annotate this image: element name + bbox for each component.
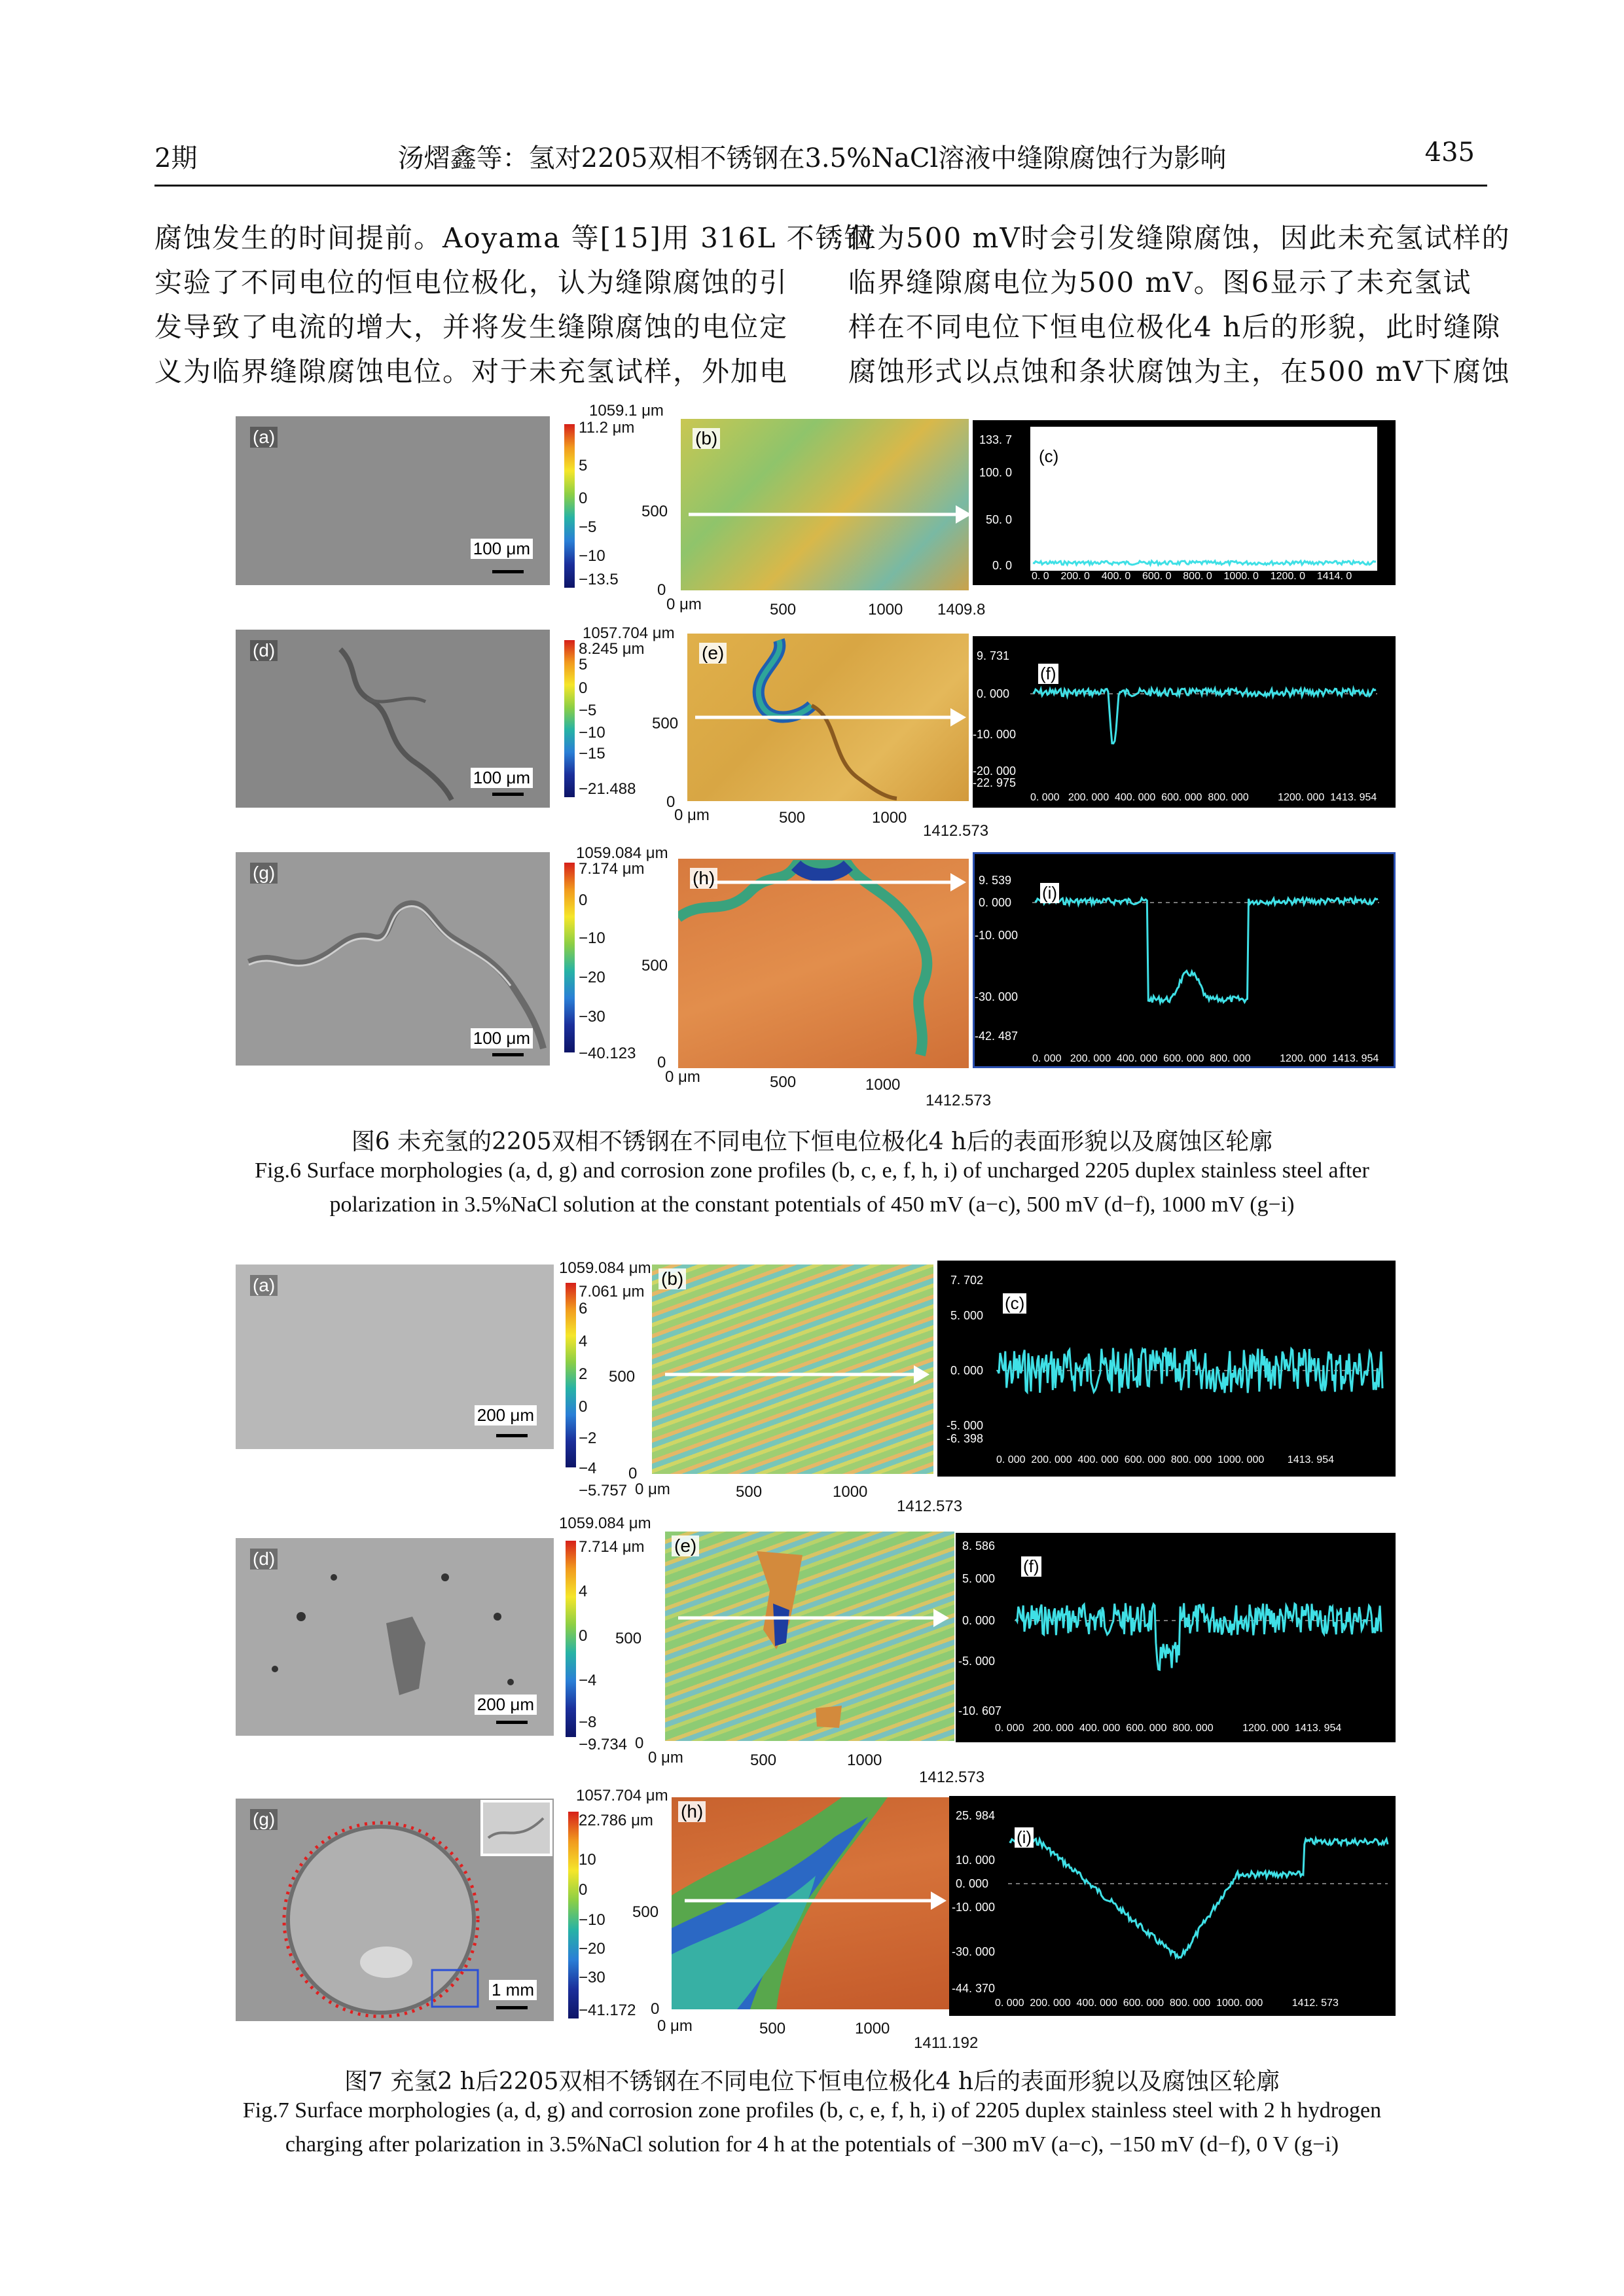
- colorbar-tick: 7.061 μm: [579, 1283, 645, 1300]
- plot-y-tick: -5. 000: [958, 1655, 996, 1668]
- plot-y-tick: 0. 000: [962, 1614, 996, 1627]
- colorbar-tick: −20: [579, 1940, 605, 1958]
- plot-y-tick: 5. 000: [950, 1309, 984, 1322]
- header-rule: [154, 185, 1487, 187]
- plot-x-ticks: 0. 000 200. 000 400. 000 600. 000 800. 000 1200. 000 1413. 954: [1032, 1053, 1379, 1064]
- plot-y-tick: 0. 000: [956, 1877, 989, 1890]
- scale-bar: [496, 2006, 528, 2009]
- plot-y-tick: 8. 586: [962, 1539, 996, 1552]
- panel-label: (g): [250, 1809, 278, 1830]
- map-y-tick: 500: [641, 957, 668, 975]
- figure-6-caption-zh: 图6 未充氢的2205双相不锈钢在不同电位下恒电位极化4 h后的表面形貌以及腐蚀区轮廓: [351, 1128, 1273, 1155]
- scale-bar-label: 200 μm: [475, 1405, 537, 1426]
- sem-image-d: [236, 1538, 554, 1736]
- colorbar-tick: −5: [579, 702, 597, 719]
- plot-y-tick: -10. 000: [973, 728, 1017, 741]
- scale-bar-label: 100 μm: [471, 539, 533, 559]
- scale-bar: [496, 1721, 528, 1724]
- height-map-e: [687, 634, 969, 801]
- map-x-tick: 500: [779, 809, 806, 827]
- colorbar-tick: −4: [579, 1672, 597, 1689]
- map-x-tick: 500: [770, 1073, 797, 1091]
- map-x-tick: 500: [759, 2020, 786, 2037]
- map-x-tick: 500: [750, 1751, 777, 1769]
- map-y-tick: 0: [628, 1465, 638, 1482]
- map-y-max: 1059.084 μm: [559, 1515, 651, 1532]
- map-x-tick: 1412.573: [919, 1768, 985, 1786]
- header-page-number: 435: [1424, 137, 1475, 168]
- plot-y-tick: 0. 000: [979, 896, 1012, 909]
- panel-label: (h): [678, 1801, 706, 1822]
- plot-x-ticks: 0. 0 200. 0 400. 0 600. 0 800. 0 1000. 0 1200. 0 1414. 0: [1032, 571, 1352, 582]
- scale-bar-label: 100 μm: [471, 768, 533, 788]
- body-line: 义为临界缝隙腐蚀电位。对于未充氢试样，外加电: [154, 355, 789, 387]
- profile-plot-i: [973, 852, 1396, 1068]
- height-map-b: [652, 1265, 933, 1474]
- panel-label: (b): [693, 428, 720, 449]
- colorbar-tick: 5: [579, 656, 588, 673]
- colorbar: [568, 1812, 579, 2018]
- body-line: 发导致了电流的增大，并将发生缝隙腐蚀的电位定: [154, 311, 789, 343]
- map-x-tick: 0 μm: [665, 1068, 700, 1086]
- plot-y-tick: 10. 000: [956, 1854, 996, 1867]
- map-y-tick: 500: [652, 715, 679, 732]
- map-x-tick: 1000: [868, 601, 903, 619]
- plot-y-tick: -30. 000: [975, 990, 1019, 1003]
- colorbar-tick: 0: [579, 1398, 588, 1416]
- map-y-max: 1057.704 μm: [576, 1787, 668, 1804]
- plot-y-tick: 7. 702: [950, 1274, 984, 1287]
- body-line: 腐蚀形式以点蚀和条状腐蚀为主，在500 mV下腐蚀: [848, 355, 1511, 387]
- plot-y-tick: -10. 000: [975, 929, 1019, 942]
- colorbar-tick: 7.174 μm: [579, 860, 645, 878]
- colorbar-tick: 11.2 μm: [579, 419, 635, 437]
- map-x-tick: 1000: [865, 1076, 901, 1094]
- colorbar-tick: 10: [579, 1851, 596, 1869]
- sem-image-g: [236, 1799, 554, 2021]
- sem-image-g: [236, 852, 550, 1066]
- height-map-h: [672, 1797, 953, 2009]
- plot-y-tick: 9. 539: [979, 874, 1012, 887]
- body-line: 位为500 mV时会引发缝隙腐蚀，因此未充氢试样的: [848, 222, 1511, 254]
- colorbar-tick: −9.734: [579, 1736, 628, 1753]
- colorbar-tick: 0: [579, 891, 588, 909]
- profile-plot-i: [949, 1796, 1396, 2016]
- panel-label: (e): [699, 643, 727, 664]
- panel-label: (c): [1037, 446, 1060, 467]
- colorbar-tick: 0: [579, 1881, 588, 1899]
- plot-y-tick: 5. 000: [962, 1572, 996, 1585]
- map-x-tick: 1000: [833, 1483, 868, 1501]
- colorbar: [564, 424, 575, 588]
- colorbar-tick: 0: [579, 490, 588, 507]
- plot-y-tick: -5. 000: [947, 1419, 984, 1432]
- plot-y-tick: 133. 7: [979, 433, 1013, 446]
- plot-y-tick: -10. 000: [952, 1901, 996, 1914]
- map-y-tick: 500: [632, 1903, 659, 1921]
- figure-7-caption-en-1: Fig.7 Surface morphologies (a, d, g) and corrosion zone profiles (b, c, e, f, h, i) of 2205 duplex stainless steel with 2 h hydrogen: [242, 2098, 1382, 2123]
- height-map-h: [678, 859, 969, 1068]
- map-x-tick: 0 μm: [666, 596, 702, 613]
- colorbar-tick: −5: [579, 518, 597, 536]
- body-right-column: [848, 216, 1511, 394]
- panel-label: (f): [1038, 664, 1058, 684]
- map-x-tick: 1412.573: [897, 1498, 963, 1515]
- panel-label: (c): [1003, 1293, 1026, 1314]
- map-y-max: 1059.084 μm: [576, 844, 668, 862]
- colorbar: [566, 1283, 576, 1467]
- map-y-max: 1057.704 μm: [583, 624, 675, 642]
- colorbar-tick: −2: [579, 1429, 597, 1447]
- colorbar-tick: 0: [579, 1627, 588, 1645]
- map-y-tick: 0: [657, 581, 666, 599]
- panel-label: (e): [672, 1535, 699, 1556]
- body-line: 腐蚀发生的时间提前。Aoyama 等[15]用 316L 不锈钢: [154, 222, 873, 254]
- panel-label: (i): [1015, 1827, 1034, 1848]
- plot-y-tick: 0. 000: [977, 687, 1010, 700]
- scale-bar-label: 1 mm: [489, 1980, 537, 2000]
- height-map-b: [681, 419, 969, 590]
- map-x-tick: 0 μm: [648, 1749, 683, 1767]
- plot-y-tick: -20. 000: [973, 764, 1017, 778]
- map-x-tick: 1411.192: [914, 2034, 979, 2052]
- scale-bar-label: 200 μm: [475, 1695, 537, 1715]
- colorbar: [566, 1541, 576, 1737]
- figure-6-caption-en-2: polarization in 3.5%NaCl solution at the constant potentials of 450 mV (a−c), 500 mV (d−f), 1000 mV (g−i): [329, 1193, 1295, 1217]
- profile-plot-f: [973, 636, 1396, 808]
- colorbar-tick: 7.714 μm: [579, 1538, 645, 1556]
- panel-label: (i): [1040, 883, 1059, 903]
- panel-label: (d): [250, 1549, 278, 1570]
- colorbar-tick: 6: [579, 1300, 588, 1318]
- colorbar-tick: −41.172: [579, 2001, 636, 2019]
- figure-7-caption-zh: 图7 充氢2 h后2205双相不锈钢在不同电位下恒电位极化4 h后的表面形貌以及腐蚀区轮廓: [344, 2068, 1280, 2095]
- panel-label: (a): [250, 427, 278, 448]
- map-y-max: 1059.084 μm: [559, 1259, 651, 1277]
- plot-x-ticks: 0. 000 200. 000 400. 000 600. 000 800. 000 1200. 000 1413. 954: [995, 1723, 1342, 1734]
- map-x-tick: 1409.8: [937, 601, 986, 619]
- sem-image-a: [236, 1265, 554, 1449]
- map-y-tick: 500: [615, 1630, 642, 1647]
- plot-x-ticks: 0. 000 200. 000 400. 000 600. 000 800. 000 1200. 000 1413. 954: [1030, 792, 1377, 803]
- figure-6-caption-en-1: Fig.6 Surface morphologies (a, d, g) and corrosion zone profiles (b, c, e, f, h, i) of uncharged 2205 duplex stainless steel after: [255, 1158, 1369, 1183]
- plot-y-tick: 9. 731: [977, 649, 1010, 662]
- plot-y-tick: -6. 398: [947, 1432, 984, 1445]
- header-issue: 2期: [154, 143, 198, 173]
- plot-y-tick: -22. 975: [973, 776, 1017, 789]
- map-y-tick: 0: [666, 793, 676, 811]
- plot-y-tick: 0. 000: [950, 1364, 984, 1377]
- plot-y-tick: 25. 984: [956, 1809, 996, 1822]
- map-y-max: 1059.1 μm: [589, 402, 664, 420]
- colorbar-tick: 8.245 μm: [579, 640, 645, 658]
- map-x-tick: 1000: [872, 809, 907, 827]
- map-y-tick: 0: [657, 1054, 666, 1071]
- map-x-tick: 0 μm: [674, 806, 710, 824]
- scale-bar: [492, 793, 524, 796]
- colorbar-tick: −40.123: [579, 1045, 636, 1062]
- map-y-tick: 0: [635, 1734, 644, 1752]
- panel-label: (a): [250, 1275, 278, 1296]
- colorbar: [564, 863, 575, 1052]
- colorbar-tick: 4: [579, 1583, 588, 1600]
- map-y-tick: 0: [651, 2000, 660, 2018]
- colorbar-tick: −30: [579, 1969, 605, 1986]
- map-x-tick: 1000: [847, 1751, 882, 1769]
- colorbar-tick: −10: [579, 724, 605, 742]
- colorbar-tick: −21.488: [579, 780, 636, 798]
- colorbar-tick: 2: [579, 1365, 588, 1383]
- colorbar-tick: −10: [579, 929, 605, 947]
- colorbar: [564, 640, 575, 797]
- plot-y-tick: -42. 487: [975, 1030, 1019, 1043]
- colorbar-tick: −10: [579, 1911, 605, 1929]
- profile-plot-c: [937, 1261, 1396, 1477]
- colorbar-tick: 0: [579, 679, 588, 697]
- colorbar-tick: −8: [579, 1713, 597, 1731]
- plot-x-ticks: 0. 000 200. 000 400. 000 600. 000 800. 000 1000. 000 1412. 573: [995, 1998, 1339, 2009]
- panel-label: (f): [1021, 1556, 1041, 1577]
- body-left-column: [154, 216, 873, 394]
- sem-image-a: [236, 416, 550, 585]
- height-map-e: [665, 1532, 954, 1741]
- colorbar-tick: 4: [579, 1333, 588, 1350]
- profile-plot-f: [956, 1533, 1396, 1742]
- colorbar-tick: −10: [579, 547, 605, 565]
- scan-arrow: [681, 419, 969, 590]
- profile-plot-c: [973, 420, 1396, 585]
- panel-label: (g): [250, 863, 278, 884]
- plot-y-tick: 50. 0: [986, 513, 1013, 526]
- colorbar-tick: −30: [579, 1008, 605, 1026]
- plot-y-tick: -30. 000: [952, 1945, 996, 1958]
- colorbar-tick: −4: [579, 1460, 597, 1477]
- colorbar-tick: −13.5: [579, 571, 619, 588]
- header-title: 汤熠鑫等：氢对2205双相不锈钢在3.5%NaCl溶液中缝隙腐蚀行为影响: [397, 143, 1227, 173]
- panel-label: (d): [250, 640, 278, 661]
- colorbar-tick: −15: [579, 745, 605, 762]
- map-x-tick: 1412.573: [923, 822, 989, 840]
- colorbar-tick: −20: [579, 969, 605, 986]
- sem-image-d: [236, 630, 550, 808]
- map-x-tick: 1000: [855, 2020, 890, 2037]
- scale-bar-label: 100 μm: [471, 1028, 533, 1049]
- panel-label: (h): [690, 868, 717, 889]
- scale-bar: [496, 1434, 528, 1437]
- body-line: 临界缝隙腐电位为500 mV。图6显示了未充氢试: [848, 266, 1472, 298]
- plot-y-tick: -10. 607: [958, 1704, 1002, 1717]
- colorbar-tick: 5: [579, 457, 588, 475]
- plot-y-tick: 0. 0: [992, 559, 1013, 572]
- map-x-tick: 0 μm: [635, 1480, 670, 1498]
- figure-7-caption-en-2: charging after polarization in 3.5%NaCl solution for 4 h at the potentials of −300 mV (a−c), −150 mV (d−f), 0 V (g−i): [285, 2132, 1339, 2157]
- body-line: 实验了不同电位的恒电位极化，认为缝隙腐蚀的引: [154, 266, 789, 298]
- plot-y-tick: 100. 0: [979, 466, 1013, 479]
- panel-label: (b): [659, 1268, 686, 1289]
- scale-bar: [492, 570, 524, 573]
- scale-bar: [492, 1053, 524, 1056]
- colorbar-tick: 22.786 μm: [579, 1812, 653, 1829]
- plot-y-tick: -44. 370: [952, 1982, 996, 1995]
- map-x-tick: 1412.573: [926, 1092, 992, 1109]
- colorbar-tick: −5.757: [579, 1482, 628, 1499]
- map-y-tick: 500: [641, 503, 668, 520]
- map-y-tick: 500: [609, 1368, 636, 1386]
- body-line: 样在不同电位下恒电位极化4 h后的形貌，此时缝隙: [848, 311, 1502, 343]
- plot-x-ticks: 0. 000 200. 000 400. 000 600. 000 800. 000 1000. 000 1413. 954: [996, 1454, 1334, 1465]
- map-x-tick: 0 μm: [657, 2017, 693, 2035]
- map-x-tick: 500: [736, 1483, 763, 1501]
- map-x-tick: 500: [770, 601, 797, 619]
